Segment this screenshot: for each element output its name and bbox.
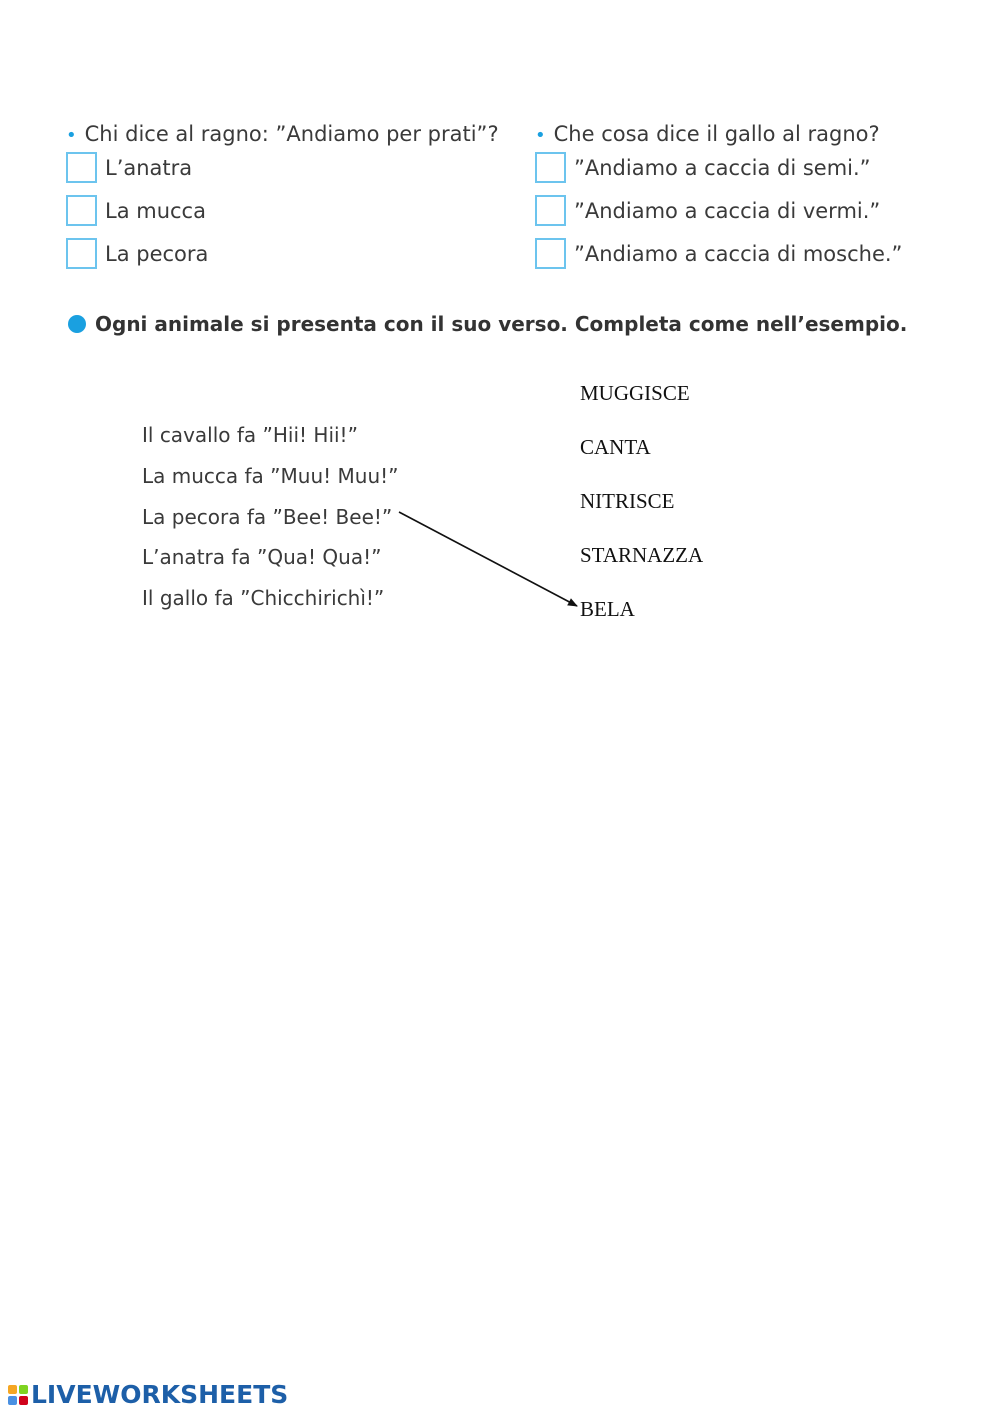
instruction-text: Ogni animale si presenta con il suo verso. Completa come nell’esempio. [95,312,908,336]
verb-canta[interactable]: CANTA [580,435,651,459]
option-label: L’anatra [105,155,193,180]
question-2-title: • Che cosa dice il gallo al ragno? [535,122,880,146]
question-1-title: • Chi dice al ragno: ”Andiamo per prati”? [66,122,499,146]
option-label: ”Andiamo a caccia di mosche.” [574,241,903,266]
liveworksheets-logo [8,1380,288,1409]
option-label: La pecora [105,241,209,266]
bullet-icon: • [535,125,546,146]
phrase-horse: Il cavallo fa ”Hii! Hii!” [142,423,358,447]
option-label: La mucca [105,198,206,223]
phrase-sheep: La pecora fa ”Bee! Bee!” [142,505,393,529]
phrase-duck: L’anatra fa ”Qua! Qua!” [142,545,382,569]
option-label: ”Andiamo a caccia di semi.” [574,155,871,180]
phrase-rooster: Il gallo fa ”Chicchirichì!” [142,586,385,610]
verb-muggisce[interactable]: MUGGISCE [580,381,690,405]
verb-bela[interactable]: BELA [580,597,635,621]
phrase-cow: La mucca fa ”Muu! Muu!” [142,464,399,488]
verb-starnazza[interactable]: STARNAZZA [580,543,704,567]
example-arrow [0,0,1000,700]
logo-text: LIVEWORKSHEETS [31,1380,289,1409]
logo-mark-icon [8,1385,28,1405]
option-label: ”Andiamo a caccia di vermi.” [574,198,881,223]
bullet-icon: • [66,125,77,146]
verb-nitrisce[interactable]: NITRISCE [580,489,675,513]
